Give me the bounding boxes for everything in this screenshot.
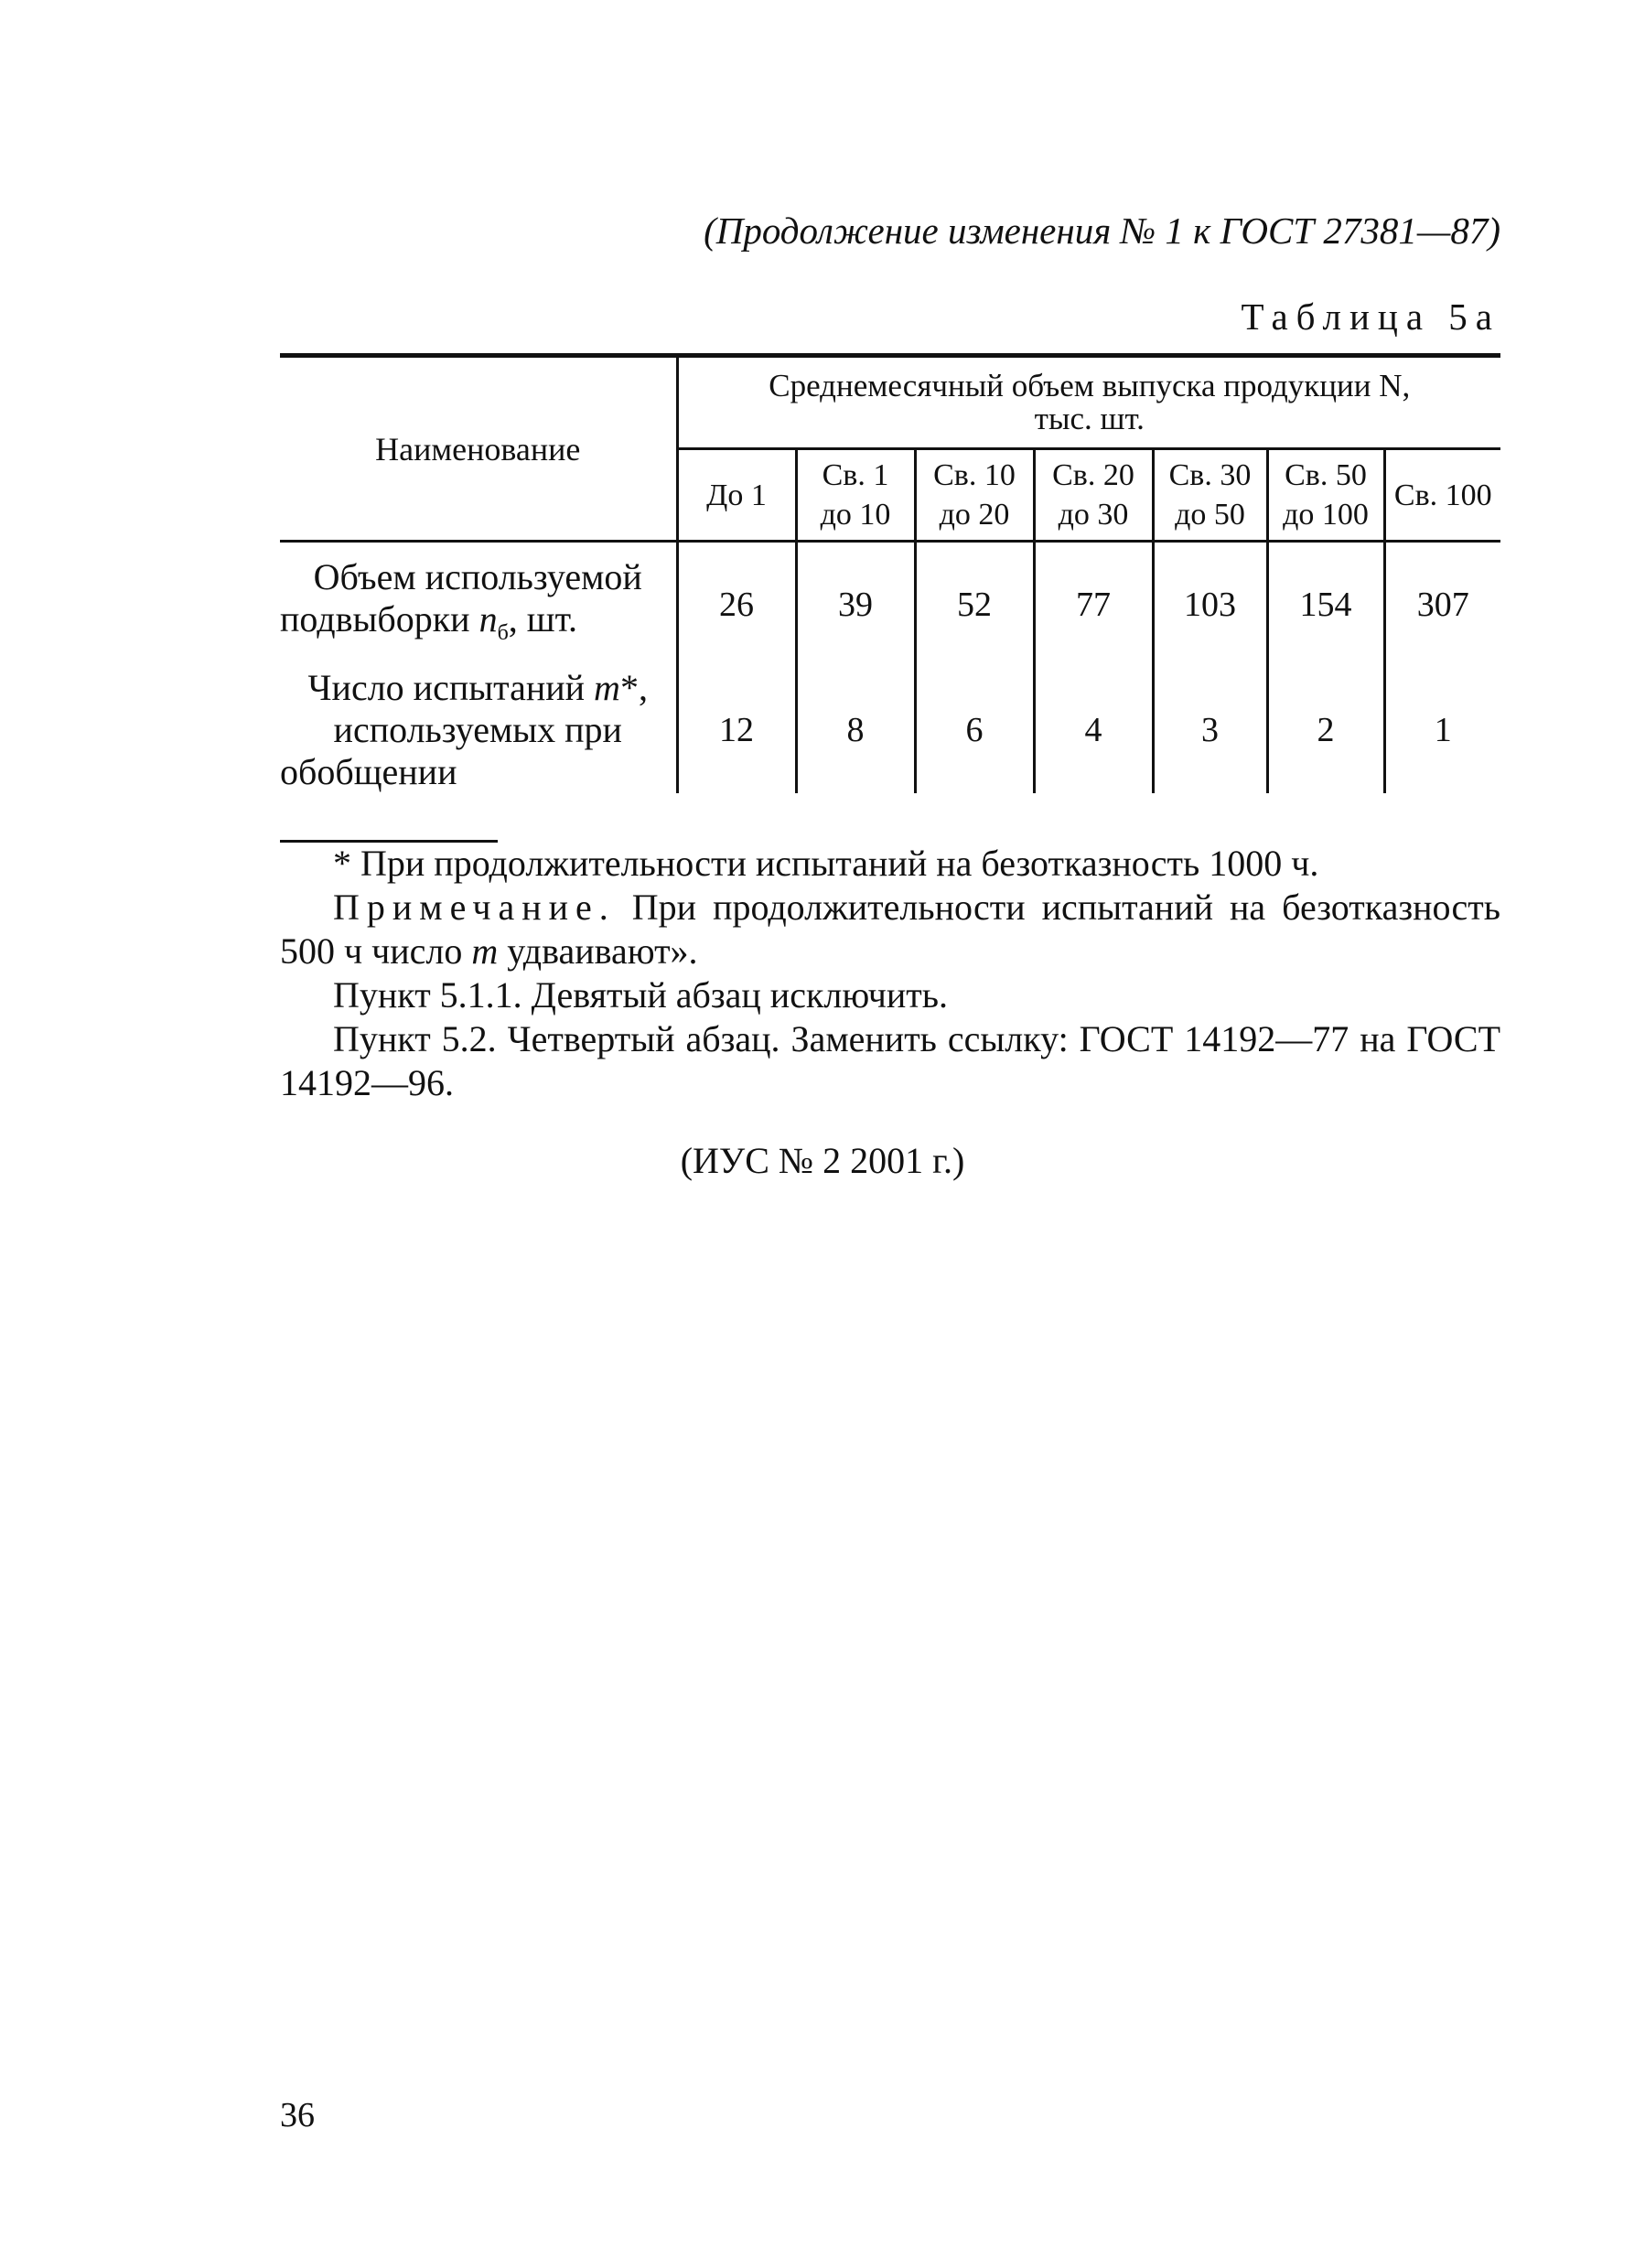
table-cell: 8 (796, 667, 915, 793)
table-cell: 154 (1267, 542, 1384, 668)
row-label: Объем используемой подвыборки $n_б$, шт. (280, 542, 677, 668)
range-header: Св. 100 (1384, 449, 1500, 542)
table-cell: 307 (1416, 586, 1469, 624)
table-cell: 4 (1034, 667, 1153, 793)
continuation-header: (Продолжение изменения № 1 к ГОСТ 27381—87) (704, 210, 1500, 252)
table-cell: 77 (1034, 542, 1153, 668)
table-cell: 12 (677, 667, 796, 793)
table-cell: 2 (1267, 667, 1384, 793)
paragraph: Пункт 5.1.1. Девятый абзац исключить. (333, 974, 948, 1016)
data-table (280, 353, 1500, 793)
footnote: * При продолжительности испытаний на безотказность 1000 ч. (333, 843, 1319, 884)
range-header: Св. 1 до 10 (796, 449, 915, 542)
paragraph: Пункт 5.2. Четвертый абзац. Заменить ссылку: ГОСТ 14192—77 на ГОСТ 14192—96. (280, 1018, 1500, 1103)
body-text (280, 840, 1500, 1105)
column-group-header (677, 356, 1500, 449)
table-cell: 3 (1153, 667, 1267, 793)
note-paragraph: Примечание. При продолжительности испытаний на безотказность 500 ч число m удваивают». (280, 887, 1500, 972)
range-header: До 1 (677, 449, 796, 542)
range-header: Св. 20 до 30 (1034, 449, 1153, 542)
table-row (280, 542, 1500, 668)
note-label: Примечание. (333, 887, 616, 928)
table-row (280, 667, 1500, 793)
range-header: Св. 10 до 20 (915, 449, 1034, 542)
table-cell: 26 (677, 542, 796, 668)
group-header-line2: тыс. шт. (1034, 401, 1145, 436)
table-cell: 1 (1434, 711, 1452, 749)
table-cell: 6 (915, 667, 1034, 793)
range-header: Св. 50 до 100 (1267, 449, 1384, 542)
page-number: 36 (280, 2096, 315, 2134)
column-header-name: Наименование (280, 356, 677, 542)
range-header: Св. 30 до 50 (1153, 449, 1267, 542)
table-cell: 103 (1153, 542, 1267, 668)
table-cell: 39 (796, 542, 915, 668)
source-reference: (ИУС № 2 2001 г.) (680, 1140, 965, 1181)
table-label: Таблица 5а (1241, 296, 1500, 338)
table-container (280, 353, 1500, 793)
table-header-row (280, 356, 1500, 449)
table-cell: 52 (915, 542, 1034, 668)
group-header-line1: Среднемесячный объем выпуска продукции N, (769, 368, 1411, 403)
row-label: Число испытаний m*, используемых при обобщении (280, 667, 677, 793)
